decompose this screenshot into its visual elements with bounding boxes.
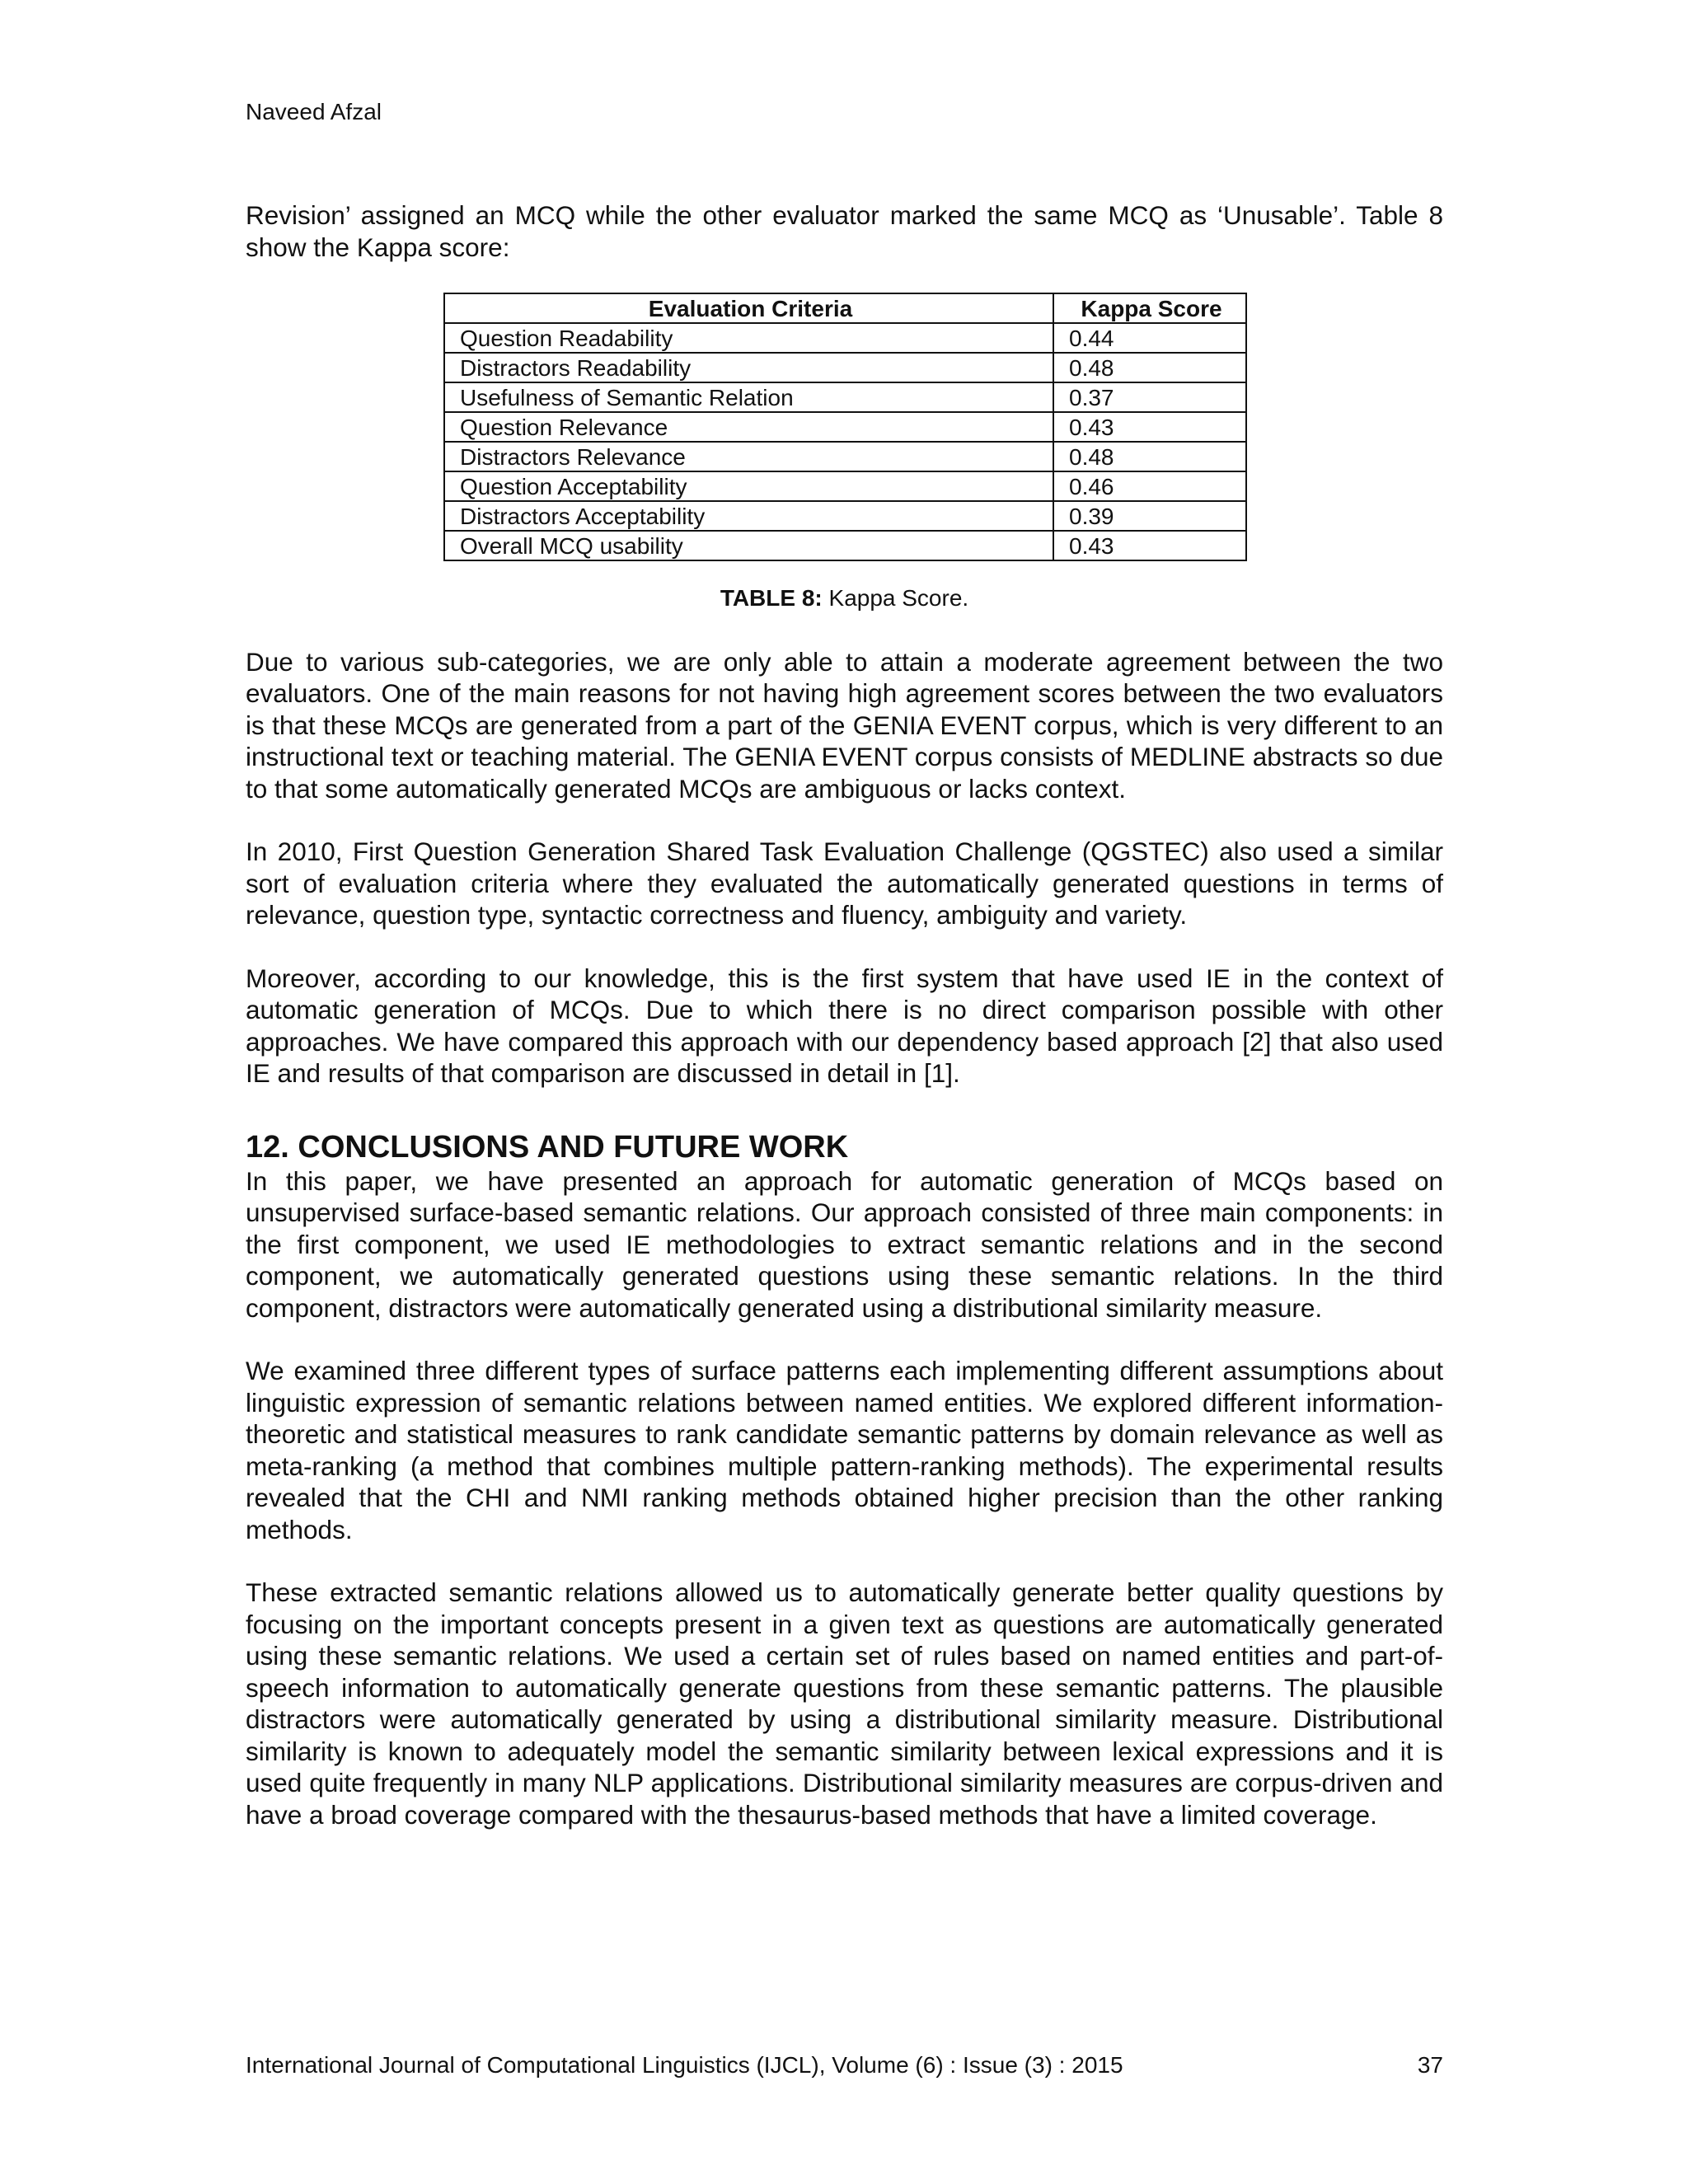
section-paragraph: We examined three different types of surface patterns each implementing different assumptions about linguistic expression of semantic relations between named entities. We explored different information-theoretic and statistical measures to rank candidate semantic patterns by domain relevance as well as meta-ranking (a method that combines multiple pattern-ranking methods). The experimental results revealed that the CHI and NMI ranking methods obtained higher precision than the other ranking methods. — [246, 1356, 1443, 1544]
table-caption-text: Kappa Score. — [822, 585, 969, 611]
kappa-cell: 0.48 — [1053, 353, 1246, 382]
page-number: 37 — [1417, 2052, 1443, 2078]
table-row — [444, 412, 1246, 442]
kappa-cell: 0.39 — [1053, 501, 1246, 531]
criteria-cell: Distractors Readability — [444, 353, 1053, 382]
section-paragraph: In this paper, we have presented an approach for automatic generation of MCQs based on unsupervised surface-based semantic relations. Our approach consisted of three main components: in the first component, we used IE methodologies to extract semantic relations and in the second component, we automatically generated questions using these semantic relations. In the third component, distractors were automatically generated using a distributional similarity measure. — [246, 1165, 1443, 1323]
column-header-kappa: Kappa Score — [1053, 293, 1246, 323]
table-row — [444, 353, 1246, 382]
kappa-table — [443, 293, 1247, 561]
kappa-cell: 0.48 — [1053, 442, 1246, 471]
table-row — [444, 382, 1246, 412]
table-row — [444, 471, 1246, 501]
table-row — [444, 531, 1246, 560]
body-paragraph: Moreover, according to our knowledge, this is the first system that have used IE in the context of automatic generation of MCQs. Due to which there is no direct comparison possible with other approaches. We have compared this approach with our dependency based approach [2] that also used IE and results of that comparison are discussed in detail in [1]. — [246, 963, 1443, 1088]
body-paragraph: Due to various sub-categories, we are only able to attain a moderate agreement between the two evaluators. One of the main reasons for not having high agreement scores between the two evaluators is that these MCQs are generated from a part of the GENIA EVENT corpus, which is very different to an instructional text or teaching material. The GENIA EVENT corpus consists of MEDLINE abstracts so due to that some automatically generated MCQs are ambiguous or lacks context. — [246, 646, 1443, 804]
body-paragraph: In 2010, First Question Generation Shared Task Evaluation Challenge (QGSTEC) also used a similar sort of evaluation criteria where they evaluated the automatically generated questions in terms of relevance, question type, syntactic correctness and fluency, ambiguity and variety. — [246, 837, 1443, 930]
criteria-cell: Overall MCQ usability — [444, 531, 1053, 560]
kappa-table-container — [443, 293, 1443, 561]
criteria-cell: Question Relevance — [444, 412, 1053, 442]
table-row — [444, 501, 1246, 531]
running-header-author: Naveed Afzal — [246, 99, 382, 124]
section-heading: 12. CONCLUSIONS AND FUTURE WORK — [246, 1129, 849, 1165]
page-body — [246, 199, 1443, 1830]
criteria-cell: Distractors Acceptability — [444, 501, 1053, 531]
table-caption — [246, 583, 1443, 615]
kappa-cell: 0.43 — [1053, 412, 1246, 442]
footer-journal-citation: International Journal of Computational Linguistics (IJCL), Volume (6) : Issue (3) : 2015 — [246, 2052, 1123, 2078]
criteria-cell: Question Readability — [444, 323, 1053, 353]
column-header-criteria: Evaluation Criteria — [444, 293, 1053, 323]
section-paragraph: These extracted semantic relations allowed us to automatically generate better quality questions by focusing on the important concepts present in a given text as questions are automatically generated using these semantic relations. We used a certain set of rules based on named entities and part-of-speech information to automatically generate questions from these semantic patterns. The plausible distractors were automatically generated by using a distributional similarity measure. Distributional similarity is known to adequately model the semantic similarity between lexical expressions and it is used quite frequently in many NLP applications. Distributional similarity measures are corpus-driven and have a broad coverage compared with the thesaurus-based methods that have a limited coverage. — [246, 1577, 1443, 1830]
intro-paragraph: Revision’ assigned an MCQ while the other evaluator marked the same MCQ as ‘Unusable’. Table 8 show the Kappa score: — [246, 200, 1443, 262]
criteria-cell: Question Acceptability — [444, 471, 1053, 501]
table-header-row — [444, 293, 1246, 323]
kappa-cell: 0.37 — [1053, 382, 1246, 412]
table-row — [444, 442, 1246, 471]
criteria-cell: Usefulness of Semantic Relation — [444, 382, 1053, 412]
page-footer — [246, 2052, 1443, 2079]
kappa-cell: 0.43 — [1053, 531, 1246, 560]
kappa-cell: 0.46 — [1053, 471, 1246, 501]
criteria-cell: Distractors Relevance — [444, 442, 1053, 471]
table-row — [444, 323, 1246, 353]
kappa-cell: 0.44 — [1053, 323, 1246, 353]
table-caption-label: TABLE 8: — [720, 585, 823, 611]
